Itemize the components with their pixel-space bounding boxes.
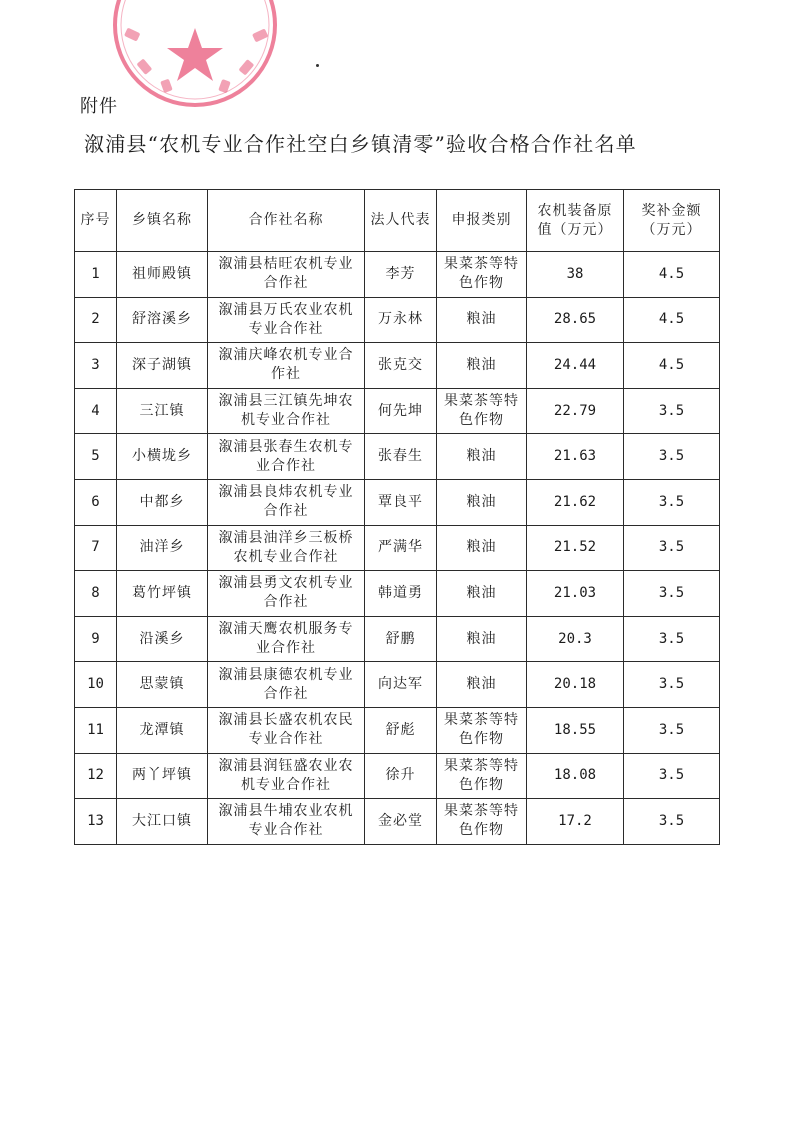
cell-cooperative: 溆浦县勇文农机专业合作社: [208, 571, 365, 617]
cell-seq: 2: [75, 297, 117, 343]
cell-category: 果菜茶等特色作物: [437, 799, 527, 845]
cell-legal-rep: 韩道勇: [365, 571, 437, 617]
header-township: 乡镇名称: [117, 190, 208, 252]
cell-cooperative: 溆浦县牛埔农业农机专业合作社: [208, 799, 365, 845]
cell-township: 龙潭镇: [117, 707, 208, 753]
cell-township: 葛竹坪镇: [117, 571, 208, 617]
cell-equipment-value: 21.52: [527, 525, 624, 571]
cell-equipment-value: 20.18: [527, 662, 624, 708]
cell-category: 粮油: [437, 571, 527, 617]
cell-township: 三江镇: [117, 388, 208, 434]
official-seal: [110, 0, 280, 110]
table-row: [75, 707, 720, 753]
cell-equipment-value: 18.08: [527, 753, 624, 799]
cell-seq: 3: [75, 343, 117, 389]
cell-cooperative: 溆浦庆峰农机专业合作社: [208, 343, 365, 389]
cell-subsidy: 3.5: [624, 616, 720, 662]
table-row: [75, 525, 720, 571]
cell-subsidy: 4.5: [624, 343, 720, 389]
cell-cooperative: 溆浦县油洋乡三板桥农机专业合作社: [208, 525, 365, 571]
cooperative-table: [74, 189, 720, 845]
cell-cooperative: 溆浦县良炜农机专业合作社: [208, 479, 365, 525]
cell-category: 果菜茶等特色作物: [437, 707, 527, 753]
cell-equipment-value: 21.62: [527, 479, 624, 525]
table-row: [75, 662, 720, 708]
cell-seq: 10: [75, 662, 117, 708]
header-equipment-value: 农机装备原值（万元）: [527, 190, 624, 252]
seal-star-icon: [167, 28, 223, 81]
cell-category: 粮油: [437, 616, 527, 662]
cell-category: 果菜茶等特色作物: [437, 388, 527, 434]
cell-legal-rep: 李芳: [365, 252, 437, 298]
cell-subsidy: 3.5: [624, 434, 720, 480]
cell-equipment-value: 21.03: [527, 571, 624, 617]
cell-seq: 9: [75, 616, 117, 662]
header-seq: 序号: [75, 190, 117, 252]
cell-legal-rep: 张克交: [365, 343, 437, 389]
stray-mark: [316, 64, 319, 67]
table-row: [75, 434, 720, 480]
cell-equipment-value: 20.3: [527, 616, 624, 662]
cell-legal-rep: 何先坤: [365, 388, 437, 434]
table-row: [75, 252, 720, 298]
cell-township: 大江口镇: [117, 799, 208, 845]
table-row: [75, 753, 720, 799]
cell-township: 小横垅乡: [117, 434, 208, 480]
document-title: 溆浦县“农机专业合作社空白乡镇清零”验收合格合作社名单: [84, 132, 637, 156]
table-row: [75, 571, 720, 617]
cell-cooperative: 溆浦县长盛农机农民专业合作社: [208, 707, 365, 753]
cell-subsidy: 3.5: [624, 753, 720, 799]
cell-equipment-value: 17.2: [527, 799, 624, 845]
table-row: [75, 616, 720, 662]
cell-legal-rep: 万永林: [365, 297, 437, 343]
cell-township: 深子湖镇: [117, 343, 208, 389]
cell-legal-rep: 向达军: [365, 662, 437, 708]
cell-category: 果菜茶等特色作物: [437, 252, 527, 298]
cell-cooperative: 溆浦县张春生农机专业合作社: [208, 434, 365, 480]
cell-subsidy: 3.5: [624, 707, 720, 753]
table-row: [75, 799, 720, 845]
cell-category: 粮油: [437, 434, 527, 480]
cell-legal-rep: 徐升: [365, 753, 437, 799]
cell-subsidy: 3.5: [624, 799, 720, 845]
table-row: [75, 479, 720, 525]
cell-subsidy: 3.5: [624, 571, 720, 617]
cell-seq: 6: [75, 479, 117, 525]
cell-legal-rep: 舒鹏: [365, 616, 437, 662]
cell-cooperative: 溆浦县三江镇先坤农机专业合作社: [208, 388, 365, 434]
cell-cooperative: 溆浦县康德农机专业合作社: [208, 662, 365, 708]
header-subsidy: 奖补金额（万元）: [624, 190, 720, 252]
cell-category: 粮油: [437, 525, 527, 571]
cell-seq: 11: [75, 707, 117, 753]
cell-seq: 12: [75, 753, 117, 799]
table-row: [75, 388, 720, 434]
cell-equipment-value: 22.79: [527, 388, 624, 434]
cell-seq: 8: [75, 571, 117, 617]
cell-legal-rep: 严满华: [365, 525, 437, 571]
cell-township: 沿溪乡: [117, 616, 208, 662]
cell-equipment-value: 38: [527, 252, 624, 298]
cell-category: 粮油: [437, 662, 527, 708]
header-category: 申报类别: [437, 190, 527, 252]
cell-subsidy: 3.5: [624, 388, 720, 434]
cell-subsidy: 4.5: [624, 297, 720, 343]
cell-seq: 4: [75, 388, 117, 434]
cell-category: 果菜茶等特色作物: [437, 753, 527, 799]
cell-equipment-value: 21.63: [527, 434, 624, 480]
cell-township: 思蒙镇: [117, 662, 208, 708]
cell-equipment-value: 18.55: [527, 707, 624, 753]
cell-category: 粮油: [437, 343, 527, 389]
cell-legal-rep: 覃良平: [365, 479, 437, 525]
cell-seq: 1: [75, 252, 117, 298]
cell-subsidy: 3.5: [624, 479, 720, 525]
cell-cooperative: 溆浦县万氏农业农机专业合作社: [208, 297, 365, 343]
cell-township: 两丫坪镇: [117, 753, 208, 799]
cell-equipment-value: 28.65: [527, 297, 624, 343]
cell-seq: 13: [75, 799, 117, 845]
cell-township: 中都乡: [117, 479, 208, 525]
cell-cooperative: 溆浦天鹰农机服务专业合作社: [208, 616, 365, 662]
attachment-label: 附件: [80, 96, 118, 117]
cell-subsidy: 4.5: [624, 252, 720, 298]
cell-township: 祖师殿镇: [117, 252, 208, 298]
cell-legal-rep: 金必堂: [365, 799, 437, 845]
cell-township: 油洋乡: [117, 525, 208, 571]
table-row: [75, 297, 720, 343]
cell-township: 舒溶溪乡: [117, 297, 208, 343]
header-cooperative: 合作社名称: [208, 190, 365, 252]
cell-legal-rep: 舒彪: [365, 707, 437, 753]
cell-cooperative: 溆浦县润钰盛农业农机专业合作社: [208, 753, 365, 799]
table-header-row: [75, 190, 720, 252]
table-row: [75, 343, 720, 389]
cell-category: 粮油: [437, 297, 527, 343]
header-legal-rep: 法人代表: [365, 190, 437, 252]
cell-cooperative: 溆浦县桔旺农机专业合作社: [208, 252, 365, 298]
cell-seq: 7: [75, 525, 117, 571]
cell-equipment-value: 24.44: [527, 343, 624, 389]
cell-subsidy: 3.5: [624, 662, 720, 708]
cell-category: 粮油: [437, 479, 527, 525]
cell-seq: 5: [75, 434, 117, 480]
cell-legal-rep: 张春生: [365, 434, 437, 480]
cell-subsidy: 3.5: [624, 525, 720, 571]
